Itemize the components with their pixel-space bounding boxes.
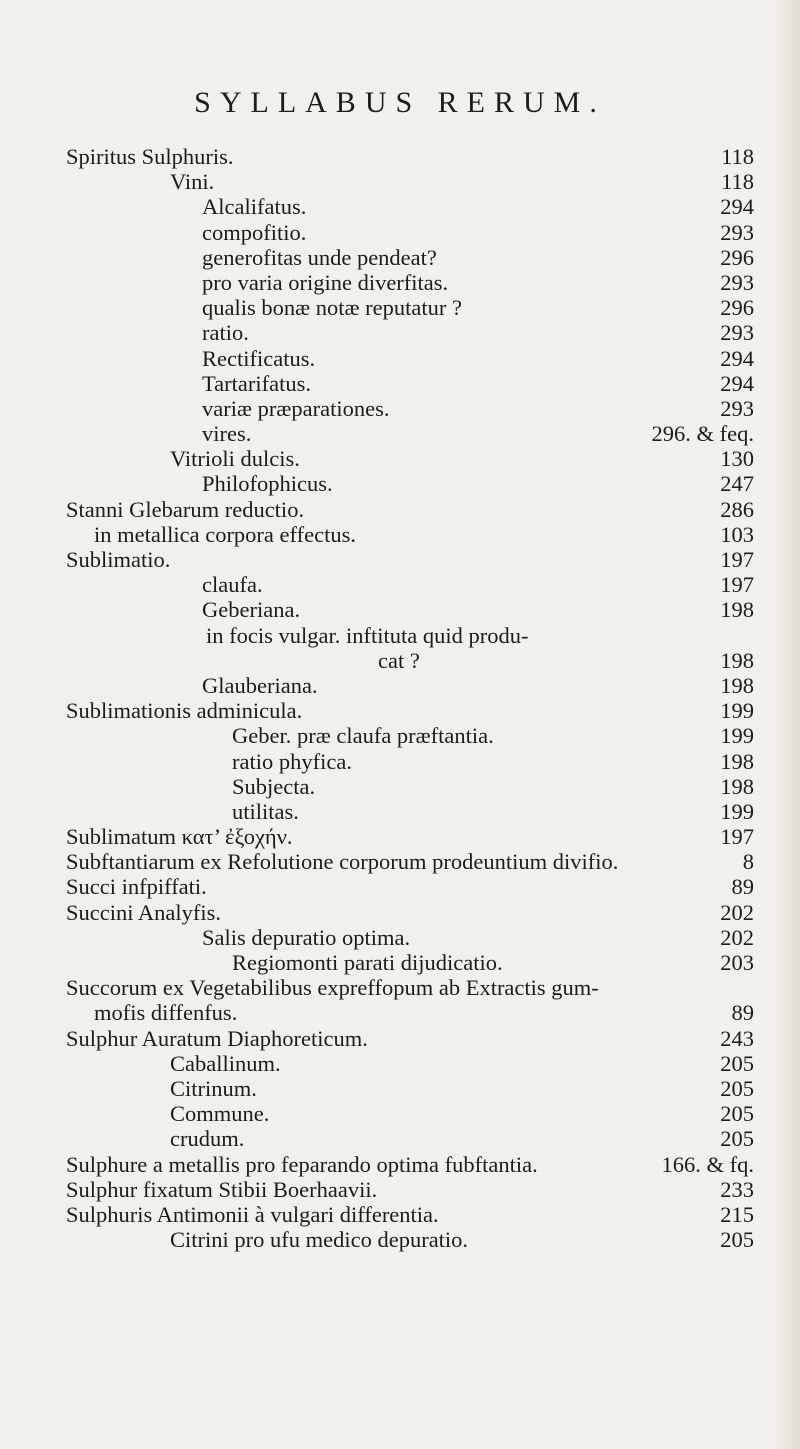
index-entry (0, 547, 800, 572)
entry-text: Geber. præ claufa præftantia. (232, 723, 494, 749)
entry-page-number: 197 (720, 824, 754, 850)
index-entry (0, 320, 800, 345)
entry-text: Vini. (170, 169, 215, 195)
index-entry (0, 1202, 800, 1227)
entry-text: Succini Analyfis. (66, 899, 221, 925)
index-entry (0, 799, 800, 824)
entry-text: generofitas unde pendeat? (202, 244, 437, 270)
entry-page-number: 293 (720, 395, 754, 421)
entry-text: ratio. (202, 320, 249, 346)
entry-text: Commune. (170, 1101, 270, 1127)
entry-page-number: 296. & feq. (651, 421, 754, 447)
entry-page-number: 202 (720, 899, 754, 925)
entry-text: vires. (202, 421, 252, 447)
entry-text: Tartarifatus. (202, 370, 311, 396)
index-entry (0, 270, 800, 295)
entry-page-number: 203 (720, 950, 754, 975)
index-entry (0, 925, 800, 950)
entry-text: Vitrioli dulcis. (170, 446, 300, 472)
entry-page-number: 118 (721, 169, 754, 195)
index-entry (0, 522, 800, 547)
index-entry (0, 673, 800, 698)
entry-page-number: 296 (720, 244, 754, 270)
entry-page-number: 294 (720, 345, 754, 371)
entry-page-number: 293 (720, 320, 754, 346)
entry-page-number: 205 (720, 1126, 754, 1152)
entry-text: utilitas. (232, 798, 299, 824)
index-entry (0, 950, 800, 975)
entry-page-number: 89 (731, 1000, 754, 1026)
entry-page-number: 199 (720, 698, 754, 724)
entry-text: Succi infpiffati. (66, 874, 207, 900)
entry-text: Sublimationis adminicula. (66, 698, 303, 724)
entry-text: Subjecta. (232, 773, 316, 799)
entry-text: qualis bonæ notæ reputatur ? (202, 295, 462, 321)
index-entry (0, 1227, 800, 1252)
entry-text: ratio phyfica. (232, 748, 352, 774)
index-entry (0, 723, 800, 748)
index-entry (0, 497, 800, 522)
entry-text: Sulphuris Antimonii à vulgari differentia. (66, 1201, 439, 1227)
entry-page-number: 286 (720, 496, 754, 522)
entry-page-number: 166. & fq. (661, 1151, 754, 1177)
index-entry (0, 623, 800, 648)
entry-page-number: 198 (720, 672, 754, 698)
entry-text: in focis vulgar. inftituta quid produ- (206, 622, 529, 648)
entry-text: Sulphur Auratum Diaphoreticum. (66, 1025, 368, 1051)
index-entry (0, 1000, 800, 1025)
entry-text: Glauberiana. (202, 672, 318, 698)
entry-page-number: 198 (720, 748, 754, 774)
entry-text: compofitio. (202, 219, 307, 245)
entry-text: in metallica corpora effectus. (94, 521, 356, 547)
entry-text: Sulphur fixatum Stibii Boerhaavii. (66, 1176, 378, 1202)
entry-text: Rectificatus. (202, 345, 316, 371)
entry-text: Citrini pro ufu medico depuratio. (170, 1227, 469, 1253)
entry-page-number: 198 (720, 597, 754, 623)
index-entry (0, 648, 800, 673)
entry-page-number: 89 (731, 874, 754, 900)
entry-text: Sulphure a metallis pro feparando optima fubftantia. (66, 1151, 538, 1177)
index-entry (0, 421, 800, 446)
entry-page-number: 202 (720, 924, 754, 950)
entry-page-number: 205 (720, 1050, 754, 1076)
entry-page-number: 205 (720, 1075, 754, 1101)
index-entry (0, 597, 800, 622)
index-entry (0, 824, 800, 849)
page-header: SYLLABUS RERUM. (194, 86, 606, 119)
index-entry (0, 1026, 800, 1051)
index-entry (0, 144, 800, 169)
entry-page-number: 197 (720, 547, 754, 572)
index-entry (0, 446, 800, 471)
index-entry (0, 849, 800, 874)
entry-page-number: 198 (720, 647, 754, 673)
entry-page-number: 198 (720, 773, 754, 799)
index-entry (0, 1152, 800, 1177)
index-entry (0, 169, 800, 194)
entry-page-number: 247 (720, 471, 754, 497)
entry-text: Salis depuratio optima. (202, 924, 411, 950)
index-entry (0, 749, 800, 774)
index-entry (0, 1126, 800, 1151)
index-entry (0, 698, 800, 723)
index-entry (0, 371, 800, 396)
index-entry (0, 774, 800, 799)
entry-page-number: 205 (720, 1101, 754, 1127)
entry-page-number: 293 (720, 269, 754, 295)
entry-page-number: 294 (720, 194, 754, 220)
index-entry (0, 1177, 800, 1202)
index-entry (0, 975, 800, 1000)
entry-page-number: 243 (720, 1025, 754, 1051)
entry-text: claufa. (202, 572, 263, 598)
entry-page-number: 118 (721, 144, 754, 169)
index-entry (0, 194, 800, 219)
entry-text: variæ præparationes. (202, 395, 390, 421)
index-entry (0, 900, 800, 925)
index-entry (0, 245, 800, 270)
index-entry (0, 220, 800, 245)
index-entries (0, 144, 800, 1252)
entry-page-number: 103 (720, 521, 754, 547)
entry-text: mofis diffenfus. (94, 1000, 238, 1026)
index-entry (0, 471, 800, 496)
entry-page-number: 197 (720, 572, 754, 598)
entry-text: Philofophicus. (202, 471, 333, 497)
entry-page-number: 294 (720, 370, 754, 396)
entry-page-number: 8 (742, 849, 754, 875)
entry-text: crudum. (170, 1126, 245, 1152)
entry-text: Spiritus Sulphuris. (66, 144, 234, 169)
entry-text: pro varia origine diverfitas. (202, 269, 449, 295)
entry-text: Geberiana. (202, 597, 301, 623)
index-entry (0, 1051, 800, 1076)
entry-text: Subftantiarum ex Refolutione corporum prodeuntium divifio. (66, 849, 619, 875)
entry-page-number: 199 (720, 723, 754, 749)
entry-page-number: 199 (720, 798, 754, 824)
index-entry (0, 1076, 800, 1101)
entry-text: Citrinum. (170, 1075, 257, 1101)
entry-page-number: 215 (720, 1201, 754, 1227)
index-entry (0, 346, 800, 371)
index-entry (0, 396, 800, 421)
entry-text: cat ? (378, 647, 420, 673)
entry-page-number: 130 (720, 446, 754, 472)
index-entry (0, 874, 800, 899)
entry-text: Alcalifatus. (202, 194, 307, 220)
entry-page-number: 233 (720, 1176, 754, 1202)
entry-text: Succorum ex Vegetabilibus expreffорum ab Extractis gum- (66, 975, 599, 1001)
index-entry (0, 1101, 800, 1126)
entry-text: Sublimatio. (66, 547, 171, 572)
entry-page-number: 296 (720, 295, 754, 321)
index-entry (0, 572, 800, 597)
entry-page-number: 205 (720, 1227, 754, 1253)
entry-text: Stanni Glebarum reductio. (66, 496, 305, 522)
entry-text: Sublimatum κατ’ ἐξοχήν. (66, 824, 293, 850)
entry-page-number: 293 (720, 219, 754, 245)
index-entry (0, 295, 800, 320)
entry-text: Caballinum. (170, 1050, 281, 1076)
entry-text: Regiomonti parati dijudicatio. (232, 950, 503, 975)
